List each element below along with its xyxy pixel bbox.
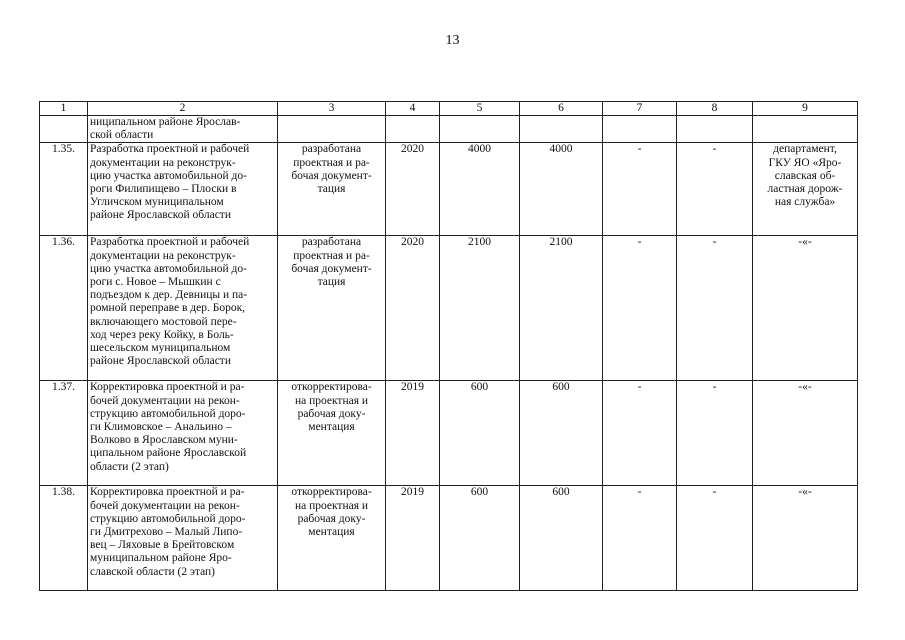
cell-result: разработана проектная и ра- бочая документ- тация	[278, 143, 386, 236]
cell-num: 1.38.	[40, 486, 88, 591]
header-col-5: 5	[440, 102, 520, 116]
cell-col7: -	[603, 486, 677, 591]
cell-col7: -	[603, 143, 677, 236]
cell-result: откорректирова- на проектная и рабочая доку- ментация	[278, 381, 386, 486]
cell-col6	[520, 116, 603, 143]
cell-name: Разработка проектной и рабочей документации на реконструк- цию участка автомобильной до- роги с. Новое – Мышкин с подъездом к дер. Девницы и па- ромной переправе в дер. Борок, включающего мостовой пере- ход через реку Койку, в Боль- шесельском муниципальном районе Ярославской области	[88, 236, 278, 381]
cell-name: Разработка проектной и рабочей документации на реконструк- цию участка автомобильной до- роги Филипищево – Плоски в Угличском муниципальном районе Ярославской области	[88, 143, 278, 236]
cell-col5: 4000	[440, 143, 520, 236]
cell-year: 2019	[386, 381, 440, 486]
cell-col8: -	[677, 381, 753, 486]
cell-col8: -	[677, 486, 753, 591]
cell-col8: -	[677, 236, 753, 381]
table-row	[40, 236, 858, 381]
cell-result: разработана проектная и ра- бочая документ- тация	[278, 236, 386, 381]
cell-name: Корректировка проектной и ра- бочей документации на рекон- струкцию автомобильной доро- ги Дмитрехово – Малый Липо- вец – Ляховые в Брейтовском муниципальном районе Яро- славской области (2 этап)	[88, 486, 278, 591]
header-col-9: 9	[753, 102, 858, 116]
cell-year: 2019	[386, 486, 440, 591]
header-col-6: 6	[520, 102, 603, 116]
cell-num: 1.35.	[40, 143, 88, 236]
cell-col8	[677, 116, 753, 143]
table-row	[40, 381, 858, 486]
cell-result: откорректирова- на проектная и рабочая доку- ментация	[278, 486, 386, 591]
cell-executor: -«-	[753, 381, 858, 486]
header-col-2: 2	[88, 102, 278, 116]
table-row	[40, 486, 858, 591]
cell-executor	[753, 116, 858, 143]
header-col-7: 7	[603, 102, 677, 116]
header-row	[40, 102, 858, 116]
cell-col6: 2100	[520, 236, 603, 381]
cell-col5: 600	[440, 486, 520, 591]
cell-col7	[603, 116, 677, 143]
cell-year: 2020	[386, 143, 440, 236]
cell-executor: -«-	[753, 236, 858, 381]
header-col-8: 8	[677, 102, 753, 116]
cell-executor: -«-	[753, 486, 858, 591]
cell-col6: 600	[520, 486, 603, 591]
cell-name: ниципальном районе Ярослав- ской области	[88, 116, 278, 143]
table-row	[40, 143, 858, 236]
cell-col7: -	[603, 381, 677, 486]
cell-year	[386, 116, 440, 143]
header-col-1: 1	[40, 102, 88, 116]
header-col-3: 3	[278, 102, 386, 116]
cell-executor: департамент, ГКУ ЯО «Яро- славская об- ластная дорож- ная служба»	[753, 143, 858, 236]
cell-col5: 2100	[440, 236, 520, 381]
program-table	[39, 101, 858, 591]
table-row-continuation	[40, 116, 858, 143]
cell-col8: -	[677, 143, 753, 236]
cell-num: 1.36.	[40, 236, 88, 381]
cell-name: Корректировка проектной и ра- бочей документации на рекон- струкцию автомобильной доро- ги Климовское – Анальино – Волково в Ярославском муни- ципальном районе Ярославской области (2 этап)	[88, 381, 278, 486]
cell-result	[278, 116, 386, 143]
cell-year: 2020	[386, 236, 440, 381]
header-col-4: 4	[386, 102, 440, 116]
cell-col7: -	[603, 236, 677, 381]
page-number: 13	[445, 33, 460, 48]
cell-num: 1.37.	[40, 381, 88, 486]
cell-num	[40, 116, 88, 143]
cell-col5	[440, 116, 520, 143]
cell-col6: 600	[520, 381, 603, 486]
cell-col5: 600	[440, 381, 520, 486]
cell-col6: 4000	[520, 143, 603, 236]
